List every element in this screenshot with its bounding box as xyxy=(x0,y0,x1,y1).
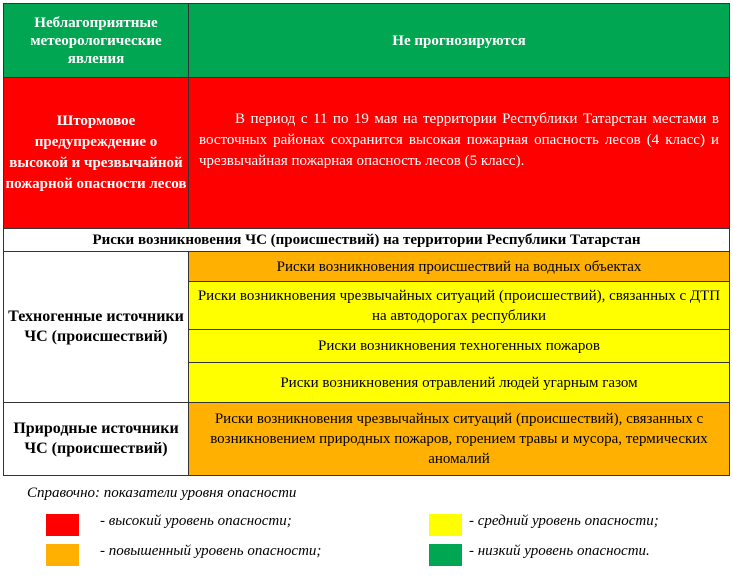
risks-banner: Риски возникновения ЧС (происшествий) на территории Республики Татарстан xyxy=(4,229,730,252)
legend-title: Справочно: показатели уровня опасности xyxy=(27,485,297,501)
storm-warning-text: В период с 11 по 19 мая на территории Республики Татарстан местами в восточных районах сохранится высокая пожарная опасность лесов (4 класс) и чрезвычайная пожарная опасность лесов (5 класс). xyxy=(199,110,719,169)
storm-warning-text-cell xyxy=(189,78,730,229)
danger-level-legend xyxy=(3,485,730,581)
hazard-table xyxy=(3,3,730,476)
legend-label-high: - высокий уровень опасности; xyxy=(100,513,292,529)
risk-natural-fires: Риски возникновения чрезвычайных ситуаций (происшествий), связанных с возникновением природных пожаров, горением травы и мусора, термических аномалий xyxy=(189,403,730,476)
header-label-cell xyxy=(4,4,189,78)
legend-swatch-elevated xyxy=(46,544,79,566)
natural-sources-label: Природные источники ЧС (происшествий) xyxy=(4,403,189,476)
risk-road-accidents: Риски возникновения чрезвычайных ситуаций (происшествий), связанных с ДТП на автодорогах республики xyxy=(189,282,730,330)
risk-carbon-monoxide: Риски возникновения отравлений людей угарным газом xyxy=(189,363,730,403)
risk-water-objects: Риски возникновения происшествий на водных объектах xyxy=(189,252,730,282)
header-value: Не прогнозируются xyxy=(392,32,526,49)
header-label: Неблагоприятные метеорологические явления xyxy=(30,14,162,67)
legend-label-elevated: - повышенный уровень опасности; xyxy=(100,543,322,559)
storm-warning-title-cell xyxy=(4,78,189,229)
legend-label-medium: - средний уровень опасности; xyxy=(469,513,659,529)
technogenic-sources-label: Техногенные источники ЧС (происшествий) xyxy=(4,252,189,403)
legend-swatch-medium xyxy=(429,514,462,536)
legend-swatch-high xyxy=(46,514,79,536)
header-value-cell xyxy=(189,4,730,78)
legend-swatch-low xyxy=(429,544,462,566)
legend-label-low: - низкий уровень опасности. xyxy=(469,543,650,559)
storm-warning-title: Штормовое предупреждение о высокой и чрезвычайной пожарной опасности лесов xyxy=(5,113,187,192)
risk-technogenic-fires: Риски возникновения техногенных пожаров xyxy=(189,330,730,363)
